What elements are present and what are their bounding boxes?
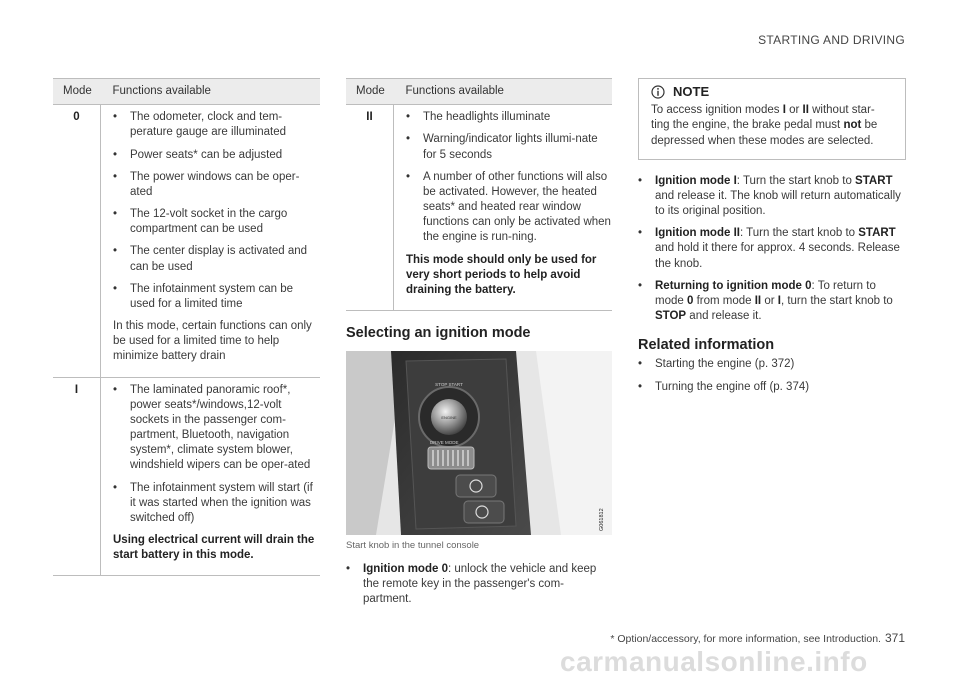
list-item: • Warning/indicator lights illumi-nate for 5 seconds (406, 132, 612, 162)
functions-column-header: Functions available (101, 79, 321, 105)
footnote: * Option/accessory, for more information, see Introduction. (610, 633, 881, 645)
knob-ring-label: STOP START (435, 382, 463, 388)
ignition-modes-list (638, 174, 906, 325)
bullet-term: Ignition mode 0 (363, 562, 448, 575)
note-header (651, 83, 893, 100)
related-list (638, 357, 906, 394)
functions-list (406, 110, 612, 245)
selecting-heading: Selecting an ignition mode (346, 325, 531, 342)
table-row (53, 105, 320, 377)
mode-column-header: Mode (346, 79, 394, 105)
related-heading: Related information (638, 337, 775, 354)
section-header: STARTING AND DRIVING (758, 33, 905, 47)
mode-note: In this mode, certain functions can only be used for a limited time to help minimize battery drain (113, 320, 312, 363)
ignition-mode-table-left (53, 78, 320, 576)
mode-value: II (346, 105, 394, 311)
functions-list (113, 383, 320, 527)
functions-list (113, 110, 320, 312)
right-column (638, 78, 906, 402)
mode-column-header: Mode (53, 79, 101, 105)
list-item: • The infotainment system can be used for a limited time (113, 282, 320, 312)
list-item (346, 562, 612, 608)
table-row (53, 377, 320, 576)
mode-value: I (53, 377, 101, 576)
bullet-text: : unlock the vehicle and keep the remote key in the passenger's com-partment. (363, 562, 597, 606)
start-knob-photo (346, 351, 612, 535)
list-item: • The power windows can be oper-ated (113, 170, 320, 200)
parking-brake-button (456, 475, 496, 497)
related-link[interactable]: • Starting the engine (p. 372) (638, 357, 906, 372)
list-item: • The headlights illuminate (406, 110, 612, 125)
left-column (53, 78, 320, 576)
list-item: • Returning to ignition mode 0: To return to mode 0 from mode II or I, turn the start knob to STOP and release it. (638, 279, 906, 325)
mode-warning: Using electrical current will drain the start battery in this mode. (113, 534, 315, 562)
knob-label: ENGINE (441, 415, 457, 421)
list-item: • The 12-volt socket in the cargo compartment can be used (113, 207, 320, 237)
table-row (346, 105, 612, 311)
list-item: • A number of other functions will also be activated. However, the heated seats* and heated rear window functions can only be activated when the engine is run-ning. (406, 170, 612, 246)
drive-mode-label: DRIVE MODE (430, 440, 459, 446)
related-link[interactable]: • Turning the engine off (p. 374) (638, 380, 906, 395)
functions-column-header: Functions available (394, 79, 613, 105)
image-code: G061812 (599, 508, 605, 532)
list-item: • The center display is activated and can be used (113, 244, 320, 274)
mode-warning: This mode should only be used for very short periods to help avoid draining the battery. (406, 253, 597, 296)
mode-value: 0 (53, 105, 101, 377)
auto-hold-button (464, 501, 504, 523)
functions-cell (101, 105, 321, 377)
list-item: • The laminated panoramic roof*, power seats*/windows,12-volt sockets in the passenger com-partment, Bluetooth, navigation system*, climate system blower, windshield wipers can be oper-ated (113, 383, 320, 474)
list-item: • The odometer, clock and tem-perature gauge are illuminated (113, 110, 320, 140)
ignition-mode-table-right (346, 78, 612, 311)
list-item: • Power seats* can be adjusted (113, 148, 320, 163)
note-box (638, 78, 906, 160)
selecting-list (346, 562, 612, 608)
functions-cell (394, 105, 613, 311)
watermark: carmanualsonline.info (560, 646, 868, 677)
drive-mode-roller (428, 447, 474, 469)
note-text: To access ignition modes I or II without star-ting the engine, the brake pedal must not be depressed when these modes are selected. (651, 104, 878, 147)
middle-column (346, 78, 612, 614)
info-icon (651, 85, 665, 99)
note-title: NOTE (673, 84, 710, 99)
list-item: • Ignition mode I: Turn the start knob to START and release it. The knob will return automatically to its original position. (638, 174, 906, 220)
list-item: • Ignition mode II: Turn the start knob to START and hold it there for approx. 4 seconds. Release the knob. (638, 226, 906, 272)
start-knob-illustration (346, 351, 612, 535)
list-item: • The infotainment system will start (if it was started when the ignition was switched off) (113, 481, 320, 527)
photo-caption: Start knob in the tunnel console (346, 540, 480, 552)
functions-cell (101, 377, 321, 576)
page-number: 371 (884, 631, 905, 645)
